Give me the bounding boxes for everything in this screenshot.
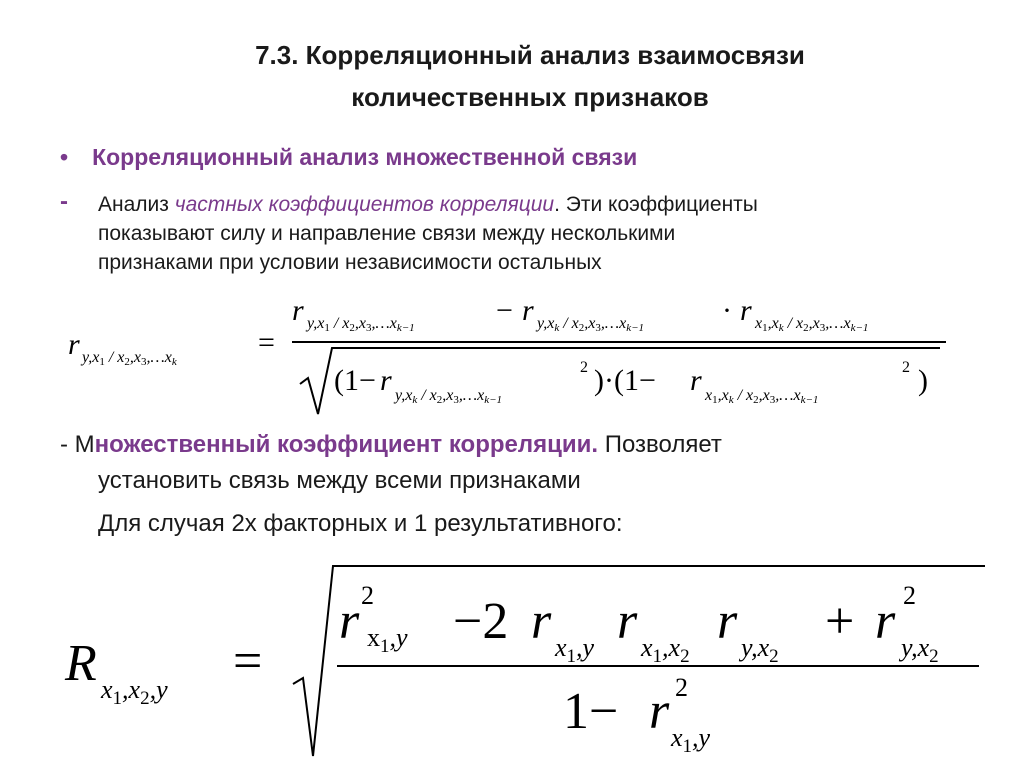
svg-text:y,x1 / x2,x3,…xk: y,x1 / x2,x3,…xk: [82, 349, 177, 368]
svg-text:x1,x2,y: $x_1,x_2,y$: [101, 675, 168, 709]
bullet-marker: •: [60, 144, 69, 170]
svg-text:2: 2: [580, 359, 588, 376]
partial-highlight: частных коэффициентов корреляции: [174, 193, 555, 216]
formula2-lhs: [64, 635, 168, 709]
svg-text:r: r: [690, 364, 702, 397]
partial-prefix: Анализ: [98, 193, 175, 216]
svg-text:=: =: [258, 326, 275, 359]
svg-text:r: r: [617, 593, 638, 650]
bullet-heading: [60, 144, 637, 171]
svg-text:r: r: [522, 294, 534, 327]
svg-text:)·(1−: )·(1−: [594, 364, 656, 397]
svg-text:r: r: [740, 294, 752, 327]
svg-text:r: r: [380, 364, 392, 397]
svg-text:r: r: [649, 683, 670, 740]
formula1-numerator: [292, 294, 868, 334]
formula1-denominator: [300, 348, 940, 414]
svg-text:y,x1 / x2,x3,…xk−1: y,x1 / x2,x3,…xk−1: [307, 315, 415, 334]
svg-text:1−: 1−: [563, 683, 619, 740]
partial-suffix: . Эти коэффициенты: [554, 193, 758, 216]
svg-text:−2: −2: [453, 593, 509, 650]
svg-text:x1,y: $x_1,y$: [671, 723, 711, 757]
multiple-prefix: - М: [60, 431, 95, 458]
title-line-1: 7.3. Корреляционный анализ взаимосвязи: [255, 40, 805, 70]
svg-text:x1,y: $x_1,y$: [555, 633, 595, 667]
svg-text:2: 2: [902, 359, 910, 376]
svg-text:−: −: [496, 294, 513, 327]
svg-text:r: r: [339, 593, 360, 650]
svg-text:y,x2: $y,x_2$: [901, 633, 939, 667]
svg-text:+: +: [825, 593, 855, 650]
svg-text:r: r: [875, 593, 896, 650]
svg-text:2: 2: [903, 581, 916, 610]
multiple-correlation-formula: [55, 560, 1005, 765]
title-line-2: количественных признаков: [351, 82, 709, 112]
svg-text:r: r: [531, 593, 552, 650]
bullet-text: Корреляционный анализ множественной связи: [92, 144, 638, 170]
svg-text:2: 2: [361, 581, 374, 610]
partial-paragraph: [98, 190, 758, 277]
svg-text:x1,xk / x2,x3,…xk−1: x1,xk / x2,x3,…xk−1: [755, 315, 869, 334]
partial-line-3: признаками при условии независимости остальных: [98, 251, 602, 274]
svg-text:r: r: [717, 593, 738, 650]
partial-line-2: показывают силу и направление связи между несколькими: [98, 222, 676, 245]
svg-text:=: =: [233, 633, 263, 690]
svg-text:y,x2: $y,x_2$: [741, 633, 779, 667]
svg-text:x1,x2: $x_1,x_2$: [641, 633, 690, 667]
svg-text:y,xk / x2,x3,…xk−1: y,xk / x2,x3,…xk−1: [537, 315, 645, 334]
formula2-denominator: [563, 673, 711, 757]
svg-text:r: r: [292, 294, 304, 327]
svg-text:R: R: [65, 635, 97, 692]
partial-dash: -: [60, 188, 68, 215]
svg-text:(1−: (1−: [334, 364, 376, 397]
multiple-line-2: установить связь между всеми признаками: [98, 467, 581, 494]
multiple-line-3: Для случая 2х факторных и 1 результативного:: [98, 510, 623, 537]
formula2-numerator: [339, 581, 939, 667]
svg-text:·: ·: [722, 294, 732, 327]
formula1-lhs: [68, 328, 178, 368]
svg-text:2: 2: [675, 673, 688, 702]
multiple-suffix: Позволяет: [598, 431, 722, 458]
partial-correlation-formula: [60, 290, 960, 420]
svg-text:y,xk / x2,x3,…xk−1: y,xk / x2,x3,…xk−1: [395, 387, 503, 406]
slide-title: [150, 34, 910, 118]
multiple-highlight: ножественный коэффициент корреляции.: [94, 431, 599, 458]
svg-text:x1,xk / x2,x3,…xk−1: x1,xk / x2,x3,…xk−1: [705, 387, 819, 406]
svg-text:): ): [918, 364, 928, 397]
multiple-paragraph: [60, 427, 722, 499]
svg-text:x1,y: $x_1,y$: [367, 623, 408, 657]
svg-text:r: r: [68, 328, 80, 361]
